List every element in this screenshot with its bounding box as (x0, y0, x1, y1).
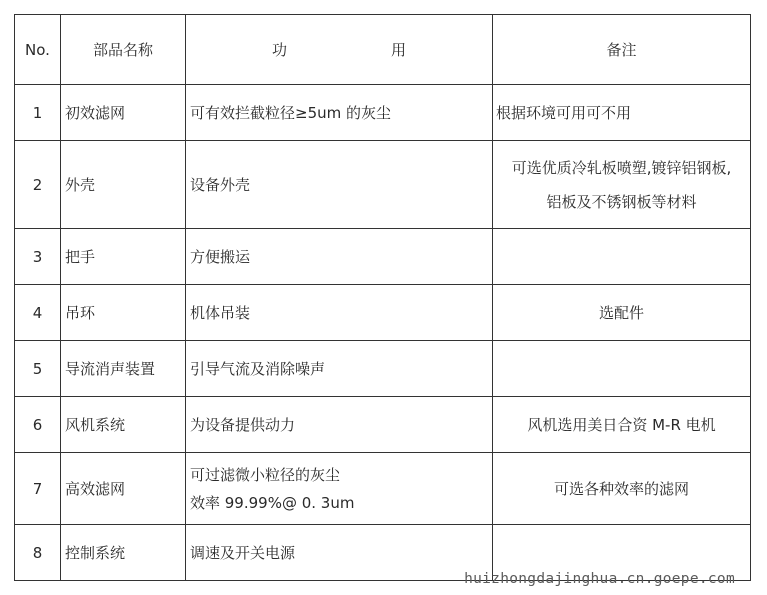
row-number: 2 (15, 141, 61, 229)
header-part-name: 部品名称 (61, 15, 186, 85)
table-body (15, 85, 751, 581)
table-row (15, 85, 751, 141)
part-function (186, 85, 493, 141)
table-row (15, 285, 751, 341)
part-function (186, 453, 493, 525)
function-line: 可过滤微小粒径的灰尘 (190, 465, 341, 484)
table-row (15, 341, 751, 397)
function-line: 设备外壳 (190, 175, 251, 194)
note-line: 铝板及不锈钢板等材料 (546, 192, 697, 211)
part-note (493, 285, 751, 341)
part-name: 把手 (61, 229, 186, 285)
part-name: 初效滤网 (61, 85, 186, 141)
table-row (15, 141, 751, 229)
row-number: 6 (15, 397, 61, 453)
note-line: 选配件 (598, 303, 644, 322)
note-line: 可选优质冷轧板喷塑,镀锌铝钢板, (511, 158, 732, 177)
part-function (186, 525, 493, 581)
part-name: 高效滤网 (61, 453, 186, 525)
note-line: 根据环境可用可不用 (496, 103, 632, 122)
function-line: 方便搬运 (190, 247, 251, 266)
part-note (493, 397, 751, 453)
table-row (15, 229, 751, 285)
part-name: 外壳 (61, 141, 186, 229)
part-function (186, 397, 493, 453)
spec-table (14, 14, 751, 581)
row-number: 8 (15, 525, 61, 581)
row-number: 5 (15, 341, 61, 397)
row-number: 1 (15, 85, 61, 141)
header-function-char-1: 功 (272, 41, 288, 59)
table-row (15, 453, 751, 525)
table-row (15, 397, 751, 453)
function-line: 机体吊装 (190, 303, 251, 322)
part-function (186, 141, 493, 229)
note-line: 可选各种效率的滤网 (553, 479, 689, 498)
row-number: 7 (15, 453, 61, 525)
row-number: 3 (15, 229, 61, 285)
header-row (15, 15, 751, 85)
header-note: 备注 (493, 15, 751, 85)
part-note (493, 341, 751, 397)
watermark-url: huizhongdajinghua.cn.goepe.com (464, 571, 735, 587)
header-function (186, 15, 493, 85)
part-function (186, 341, 493, 397)
part-name: 控制系统 (61, 525, 186, 581)
part-name: 导流消声装置 (61, 341, 186, 397)
function-line: 效率 99.99%@ 0. 3um (190, 493, 355, 512)
part-note (493, 229, 751, 285)
part-function (186, 285, 493, 341)
part-name: 风机系统 (61, 397, 186, 453)
part-note (493, 141, 751, 229)
header-function-char-2: 用 (390, 41, 406, 59)
part-note (493, 453, 751, 525)
function-line: 引导气流及消除噪声 (190, 359, 326, 378)
note-line: 风机选用美日合资 M-R 电机 (527, 415, 716, 434)
function-line: 为设备提供动力 (190, 415, 296, 434)
row-number: 4 (15, 285, 61, 341)
function-line: 调速及开关电源 (190, 543, 296, 562)
header-no: No. (15, 15, 61, 85)
part-function (186, 229, 493, 285)
part-name: 吊环 (61, 285, 186, 341)
function-line: 可有效拦截粒径≥5um 的灰尘 (190, 103, 391, 122)
part-note (493, 85, 751, 141)
